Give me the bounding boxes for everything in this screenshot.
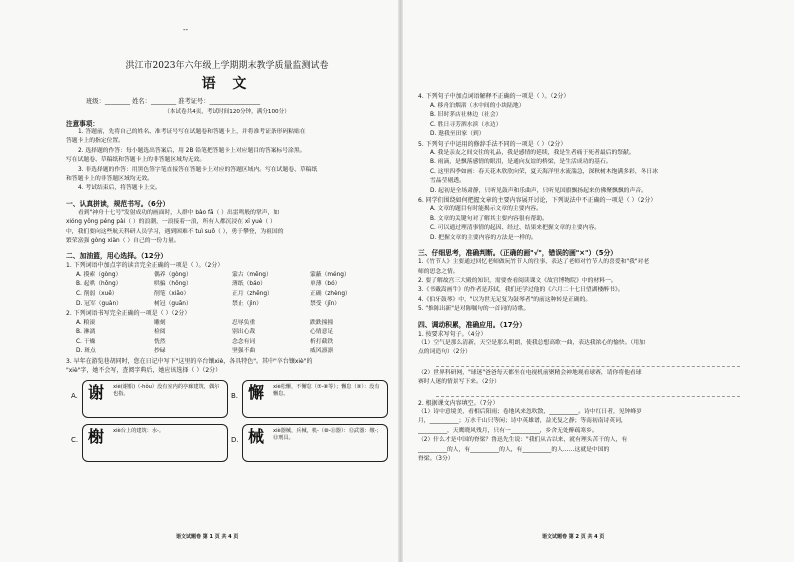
question-4-1-line: （1）空气是那么清新，天空是那么明朗，使我总想高歌一曲，表达我浓心的愉快。（用加 [418, 339, 645, 346]
question-4-1-line: 点的词造句）（2分） [418, 349, 471, 356]
entry-text: xiè器械，兵械，机-（⑩-⑪器）：⑫武器：缴-；⑬刑具。 [273, 427, 382, 442]
option-line: C. 可以通过理清事情的起因、经过、结果来把握文章的主要内容。 [430, 225, 601, 232]
option-line: C. 胜日寻芳泗水滨（水边） [430, 121, 502, 128]
question-2-3: 3. 早年在游览巷胡同时，您在日记中写下"这里的卒台镶xiè，各具特色"。其中"卒台镶xiè"的 [66, 358, 313, 366]
note-line: 2. 选择题的作答：每小题选出答案后，用 2B 铅笔把答题卡上对应题目的答案标号涂黑。 [78, 147, 306, 154]
judge-item: 师的思念之情。 [418, 268, 459, 275]
option-cell: 正月（zhēng） [232, 291, 273, 298]
option-cell: 树冠（guān） [154, 300, 192, 307]
dictionary-entry [231, 424, 388, 462]
student-info-line: 班级：________ 姓名：________ 准考证号：________________ [86, 98, 261, 105]
question-4-1: 1. 按要求写句子。（4分） [418, 330, 487, 338]
option-line: A. 文章的题目有时能揭示文章的主要内容。 [430, 206, 542, 213]
section-1-title: 一、认真拼读，规范书写。（6分） [66, 199, 170, 208]
option-line: D. 把握文章的主要内容的方法是一样的。 [430, 234, 537, 241]
dictionary-entry [231, 380, 388, 418]
question-4-2-line: 脊梁。（3分） [418, 456, 454, 462]
option-cell: 偶养（gòng） [154, 271, 192, 278]
judge-item: 3.《书戴嵩画牛》的作者是苏轼，我们还学过他的《六月二十七日望湖楼醉书》。 [418, 287, 624, 294]
question-4-2-line: 月，__________；万水千山只等闲；诗中英雄谱，益光复之静；等南初南诗英词， [418, 418, 627, 425]
option-cell: 坚强不曲 [232, 348, 256, 355]
option-cell: 忍辱负重 [232, 319, 256, 326]
option-label: D. [231, 435, 239, 444]
dictionary-entry [71, 380, 228, 418]
exam-title: 洪江市2023年六年级上学期期末教学质量监测试卷 [125, 61, 329, 71]
question-2-1-options [66, 271, 388, 309]
question-5: 5. 下列句子中运用的修辞手法不同的一项是（ ）（2分） [418, 140, 567, 148]
section-3-title: 三、仔细思考，准确判断。（正确的画"√"，错误的画"×"）（5分） [418, 249, 618, 258]
option-cell: 念念有词 [232, 338, 256, 345]
entry-character: 榭 [88, 426, 105, 446]
section-1-line: xióng yǒng péng pài（ ）的浪潮，一浪接着一浪，所有人都沉浸在 xī yuè（ ） [66, 219, 276, 226]
question-4: 4. 下列句子中加点词语解释不正确的一项是（ ）。（2分） [418, 93, 570, 100]
option-cell: 跌跌撞撞 [310, 319, 334, 326]
entry-character: 械 [248, 426, 265, 446]
exam-duration-note: （本试卷共4页，考试时间120分钟，满分100分） [164, 109, 290, 115]
option-cell: 薄纸（báo） [232, 281, 266, 288]
option-cell: 蒙蔽（méng） [310, 271, 350, 278]
note-line: 3. 非选择题的作答：用黑色签字笔直接答在答题卡上对应的答题区域内。写在试题卷、草稿纸 [78, 166, 318, 173]
option-line: B. 雨滴，是飘落感情的眼泪，是通向友谊的桥梁，是生活成功的基石。 [430, 159, 612, 166]
option-cell: 哄骗（hǒng） [154, 281, 192, 288]
option-cell: 检阅 [154, 329, 166, 336]
option-line: 雪晶莹剔透。 [430, 178, 465, 185]
note-line: 4. 考试结束后，将答题卡上交。 [78, 185, 161, 192]
question-2-3: "xiè"字，她不会写，查阅字典后，她应该选择（ ）（2分） [66, 367, 222, 375]
entry-character: 谢 [88, 382, 105, 402]
option-cell: 恍然 [154, 338, 166, 345]
option-cell: 雕刻 [154, 319, 166, 326]
section-1-line: 看到"神舟十七号"发射成功的画面时，人群中 bào fā（ ）出雷鸣般的掌声，如 [78, 209, 280, 216]
option-line: D. 起初是全场肃静，只听见鼓声和乐曲声，只听见国旗飘扬起来仿佛聚飘飘的声音。 [430, 187, 647, 194]
section-4-title: 四、调动积累，准确应用。（17分） [418, 320, 527, 329]
option-cell: D. 斑点 [76, 348, 96, 355]
option-cell: 抄碌 [154, 348, 166, 355]
page-footer-left: 语文试题卷 第 1 页 共 4 页 [176, 534, 239, 540]
option-cell: 单薄（bó） [310, 281, 341, 288]
option-line: B. 旧时茅店社林边（社会） [430, 112, 502, 119]
question-4-2-line: （1）诗中意境美，看相后阳雨；卷地风来忽吹散，__________。诗中红日者，见钟峰岁 [418, 408, 642, 415]
section-1-line: 中，我们要向这些航天科研人员学习，遇到困难不 tuì suō（ ），勇于攀登，为祖国的 [66, 228, 284, 235]
option-cell: 威风凛凛 [310, 348, 334, 355]
question-4-1-line: （2）世界科研网，"球迷"爸爸每天都坐在电视机前聚精会神地观看球赛，请你将他看球 [418, 369, 642, 376]
question-4-2: 2. 根据课文内容填空。（7分） [418, 399, 499, 407]
option-cell: D. 冠军（guàn） [76, 300, 122, 307]
option-line: C. 这里四季如画：春天花木欣欣向荣，夏天海洋里水流湍急，深秋树木饱满多彩，冬日冰 [430, 168, 659, 175]
option-cell: 削笔（xiāo） [154, 291, 190, 298]
judge-item: 2. 要了解故宫三大殿的知识，需要查看阅读课文《故宫博物院》中的材料一。 [418, 277, 617, 284]
page-footer-right: 语文试题卷 第 2 页 共 4 页 [542, 534, 605, 540]
section-2-title: 二、加油篮，用心选择。（12分） [66, 252, 168, 261]
option-cell: A. 粮滚 [76, 319, 96, 326]
entry-character: 懈 [248, 382, 265, 402]
note-line: 答题卡上的指定位置。 [66, 138, 124, 145]
question-4-1-line: 赛时人迷的情景写下来。（2分） [418, 379, 500, 386]
question-2-2: 2. 下列词语书写完全正确的一项是（ ）（2分） [66, 310, 191, 318]
entry-text: xiè(谢船)（-hǒu）没有室内的亭廊建筑，偶尔也指。 [113, 383, 220, 398]
note-line: 1. 答题前，先将自己的姓名、准考证号写在试题卷和答题卡上，并将准考证条形码粘贴在 [78, 129, 306, 135]
right-page [402, 0, 794, 562]
option-label: C. [71, 435, 79, 444]
option-cell: A. 摸索（gòng） [76, 271, 122, 278]
entry-text: xiè松懈，不懈怠（⑦-⑧等）；懈怠（⑨）：没有懈怠。 [273, 383, 380, 398]
question-2-1: 1. 下列词语中加点字的读音完全正确的一项是（ ）。（2分） [66, 262, 224, 270]
option-cell: B. 淋漓 [76, 329, 96, 336]
option-cell: 析打截铁 [310, 338, 334, 345]
option-line: A. 我是亲友之间交往的礼品，我是感情的延续，我是生者痛于死者最后的祭献。 [430, 150, 635, 157]
section-1-line: 繁荣富强 gòng xiàn（ ）自己的一份力量。 [66, 238, 180, 245]
judge-item: 1.《竹节人》主要通过回忆老师做玩竹节人的往事，表达了老师对竹节人的喜爱和"我"对老 [418, 259, 650, 266]
answer-line[interactable] [436, 358, 740, 367]
question-4-2-line: （2）什么才是中国的脊梁？鲁迅先生说："我们从古以来，就有理头苦干的人，有 [418, 437, 628, 444]
option-cell: 心情意足 [310, 329, 334, 336]
option-cell: 禁止（jìn） [232, 300, 263, 307]
note-line: 和答题卡上的非答题区域均无效。 [66, 176, 153, 183]
entry-text: xiè台上的建筑：水-。 [113, 427, 165, 434]
answer-line[interactable] [436, 388, 740, 397]
question-4-2-line: __________的人，有__________的人，有__________的人……这就是中国的 [418, 446, 610, 453]
notes-title: 注意事项： [66, 120, 99, 128]
option-cell: 别出心裁 [232, 329, 256, 336]
option-label: A. [71, 391, 78, 400]
top-scribble: -- [183, 26, 189, 34]
option-cell: 禁受（jīn） [310, 300, 341, 307]
option-label: B. [231, 391, 239, 400]
option-cell: 正确（zhèng） [310, 291, 351, 298]
option-line: D. 遨我至田家（到） [430, 131, 485, 138]
note-line: 写在试题卷、草稿纸和答题卡上的非答题区域均无效。 [66, 157, 206, 164]
option-line: B. 文章的关键句对了解其主要内容很有帮助。 [430, 215, 548, 222]
question-6: 6. 同学们围绕如何把握文章的主要内容展开讨论，下列说法中不正确的一项是（ ）（2分） [418, 197, 657, 205]
option-cell: C. 干燥 [76, 338, 96, 345]
dictionary-entry [71, 424, 228, 462]
question-4-2-line: __________，天鹰晓风残月，只有一__________，乡舍无处醉疏寒乡。 [418, 427, 598, 434]
option-line: A. 移舟泊烟渚（水中间的小块陆地） [430, 103, 525, 109]
option-cell: B. 起哄（hōng） [76, 281, 122, 288]
dictionary-entries [71, 380, 388, 462]
judge-item: 4.《伯牙鼓琴》中，"以为世无足复为鼓琴者"的前这种转是正确的。 [418, 296, 592, 303]
option-cell: 蒙古（mēng） [232, 271, 272, 278]
option-cell: C. 削弱（xuē） [76, 291, 118, 298]
judge-item: 5. "推陈出新"是对陈嘱句的一首词的诗歌。 [418, 306, 530, 313]
question-2-2-options [66, 319, 388, 357]
subject-title: 语 文 [201, 76, 253, 92]
